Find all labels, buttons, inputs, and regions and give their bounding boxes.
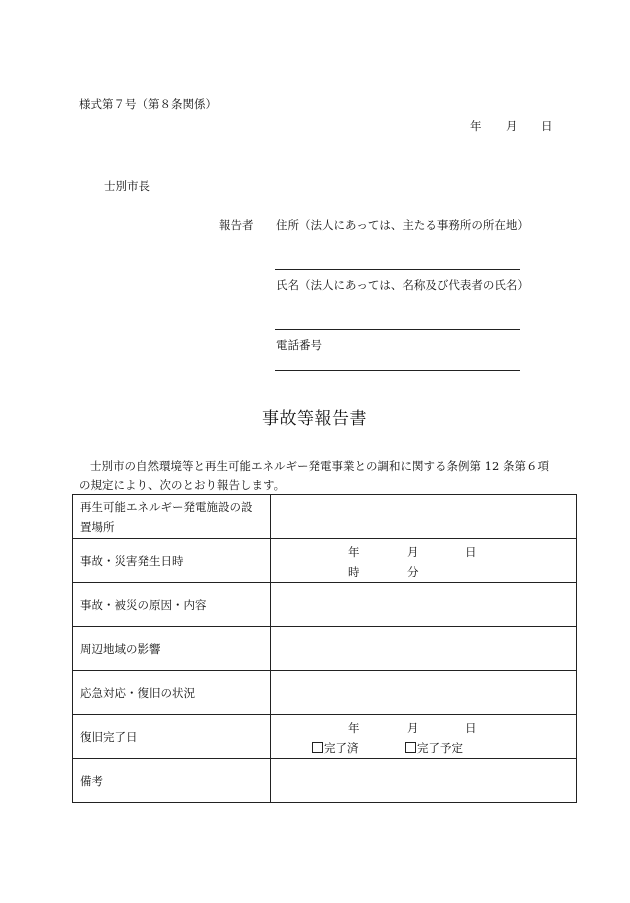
- table-row: [73, 539, 577, 583]
- impact-value-cell[interactable]: [271, 627, 577, 671]
- intro-line-2: の規定により、次のとおり報告します。: [79, 478, 286, 492]
- cause-value-cell[interactable]: [271, 583, 577, 627]
- report-table: [72, 494, 577, 803]
- datetime-value-cell[interactable]: [271, 539, 577, 583]
- remarks-value-cell[interactable]: [271, 759, 577, 803]
- date-day-label: 日: [541, 119, 553, 133]
- response-value-cell[interactable]: [271, 671, 577, 715]
- date-month-label: 月: [506, 119, 518, 133]
- document-title: 事故等報告書: [262, 409, 367, 429]
- phone-label: 電話番号: [276, 338, 322, 352]
- table-row: [73, 759, 577, 803]
- response-label: 応急対応・復旧の状況: [73, 671, 271, 715]
- recovery-planned-option[interactable]: [405, 738, 463, 758]
- checkbox-icon[interactable]: [312, 742, 323, 753]
- table-row: [73, 671, 577, 715]
- date-year-label: 年: [470, 119, 482, 133]
- intro-line-1: 士別市の自然環境等と再生可能エネルギー発電事業との調和に関する条例第 12 条第６項: [90, 459, 549, 473]
- table-row: [73, 627, 577, 671]
- address-label: 住所（法人にあっては、主たる事務所の所在地）: [276, 218, 529, 232]
- location-label-line-2: 置場所: [80, 519, 115, 534]
- location-value-cell[interactable]: [271, 495, 577, 539]
- recovery-done-label: 完了済: [324, 741, 359, 755]
- name-line[interactable]: [275, 329, 520, 330]
- recovery-value-cell[interactable]: [271, 715, 577, 759]
- name-label: 氏名（法人にあっては、名称及び代表者の氏名）: [276, 278, 529, 292]
- addressee: 士別市長: [104, 179, 150, 193]
- recovery-done-option[interactable]: [312, 738, 359, 758]
- recovery-month: 月: [407, 721, 419, 735]
- recovery-planned-label: 完了予定: [417, 741, 463, 755]
- form-number: 様式第７号（第８条関係）: [79, 97, 217, 111]
- cause-label: 事故・被災の原因・内容: [73, 583, 271, 627]
- recovery-label: 復旧完了日: [73, 715, 271, 759]
- recovery-year: 年: [348, 721, 360, 735]
- datetime-label: 事故・災害発生日時: [73, 539, 271, 583]
- impact-label: 周辺地域の影響: [73, 627, 271, 671]
- remarks-label: 備考: [73, 759, 271, 803]
- datetime-minute: 分: [407, 565, 419, 579]
- checkbox-icon[interactable]: [405, 742, 416, 753]
- location-label-cell: [73, 495, 271, 539]
- table-row: [73, 495, 577, 539]
- datetime-hour: 時: [348, 565, 360, 579]
- reporter-label: 報告者: [219, 218, 254, 232]
- address-line[interactable]: [275, 269, 520, 270]
- datetime-month: 月: [407, 545, 419, 559]
- datetime-day: 日: [465, 545, 477, 559]
- recovery-day: 日: [465, 721, 477, 735]
- datetime-year: 年: [348, 545, 360, 559]
- phone-line[interactable]: [275, 370, 520, 371]
- location-label-line-1: 再生可能エネルギー発電施設の設: [80, 499, 253, 514]
- table-row: [73, 583, 577, 627]
- table-row: [73, 715, 577, 759]
